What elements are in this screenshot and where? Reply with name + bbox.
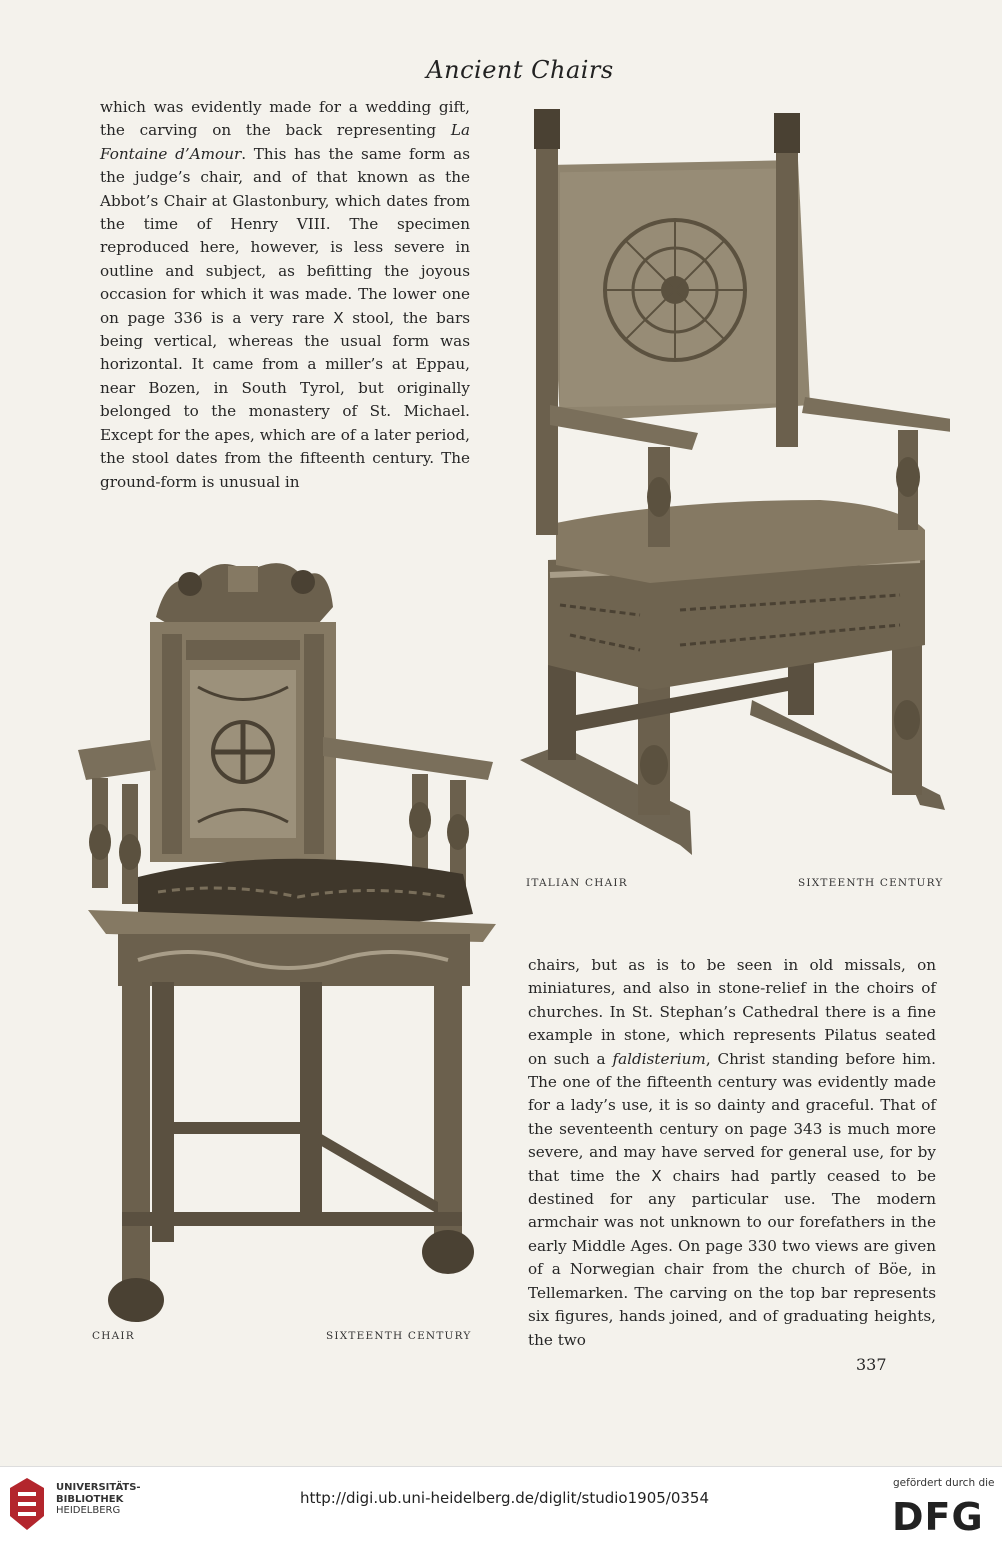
page-number: 337 (856, 1355, 887, 1374)
text-run: chairs had partly ceased to be destined for any particular use. The modern armchair was not unknown to our forefathers in the early Middle Ages. On page 330 two views are given of a Norwegian chair from the church of Böe, in Tellemarken. The carving on the top bar represents six figures, hands joined, and of graduating heights, the two (528, 1166, 936, 1349)
library-footer (0, 1466, 1002, 1541)
carved-chair-illustration (78, 563, 496, 1322)
italic-title-la-fontaine: La Fontaine d’Amour (100, 121, 470, 163)
dfg-logo-icon[interactable]: DFG (892, 1495, 984, 1539)
italian-chair-illustration (520, 109, 950, 855)
funded-by-label: gefördert durch die (893, 1477, 995, 1489)
caption-carved-chair-date: SIXTEENTH CENTURY (326, 1330, 472, 1342)
x-symbol: X (651, 1166, 662, 1185)
paragraph-bottom (528, 954, 936, 1352)
university-library-name (56, 1482, 141, 1517)
italic-term-faldisterium: faldisterium (612, 1049, 706, 1068)
text-run: chairs, but as is to be seen in old missals, on miniatures, and also in stone-relief in the choirs of churches. In St. Stephan’s Cathedral there is a fine example in stone, which represents Pilatus seated on such a (528, 956, 936, 1068)
permalink-url[interactable]: http://digi.ub.uni-heidelberg.de/diglit/studio1905/0354 (300, 1489, 710, 1507)
caption-carved-chair-title: CHAIR (92, 1330, 135, 1342)
caption-italian-chair-date: SIXTEENTH CENTURY (798, 877, 944, 889)
university-library-logo-icon[interactable] (8, 1476, 46, 1532)
carved-chair-photo (78, 552, 498, 1324)
italian-chair-photo (520, 105, 950, 865)
body-text-column-bottom (528, 954, 936, 1352)
institution-line: HEIDELBERG (56, 1505, 121, 1516)
caption-italian-chair-title: ITALIAN CHAIR (526, 877, 628, 889)
body-text-column-top (100, 96, 470, 494)
institution-line: BIBLIOTHEK (56, 1493, 124, 1505)
paragraph-top (100, 96, 470, 494)
text-run: , Christ standing before him. The one of the fifteenth century was evidently made for a lady’s use, it is so dainty and graceful. That of the seventeenth century on page 343 is much more severe, and may have served for general use, for by that time the (528, 1049, 936, 1185)
institution-line: UNIVERSITÄTS- (56, 1482, 141, 1493)
text-run: which was evidently made for a wedding gift, the carving on the back representing (100, 98, 470, 140)
running-title: Ancient Chairs (426, 56, 614, 84)
x-symbol: X (333, 308, 344, 327)
text-run: stool, the bars being vertical, whereas the usual form was horizontal. It came from a miller’s at Eppau, near Bozen, in South Tyrol, but originally belonged to the monastery of St. Michael. Except for the apes, which are of a later period, the stool dates from the fifteenth century. The ground-form is unusual in (100, 308, 470, 491)
text-run: . This has the same form as the judge’s chair, and of that known as the Abbot’s Chair at Glastonbury, which dates from the time of Henry VIII. The specimen reproduced here, however, is less severe in outline and subject, as befitting the joyous occasion for which it was made. The lower one on page 336 is a very rare (100, 144, 470, 327)
